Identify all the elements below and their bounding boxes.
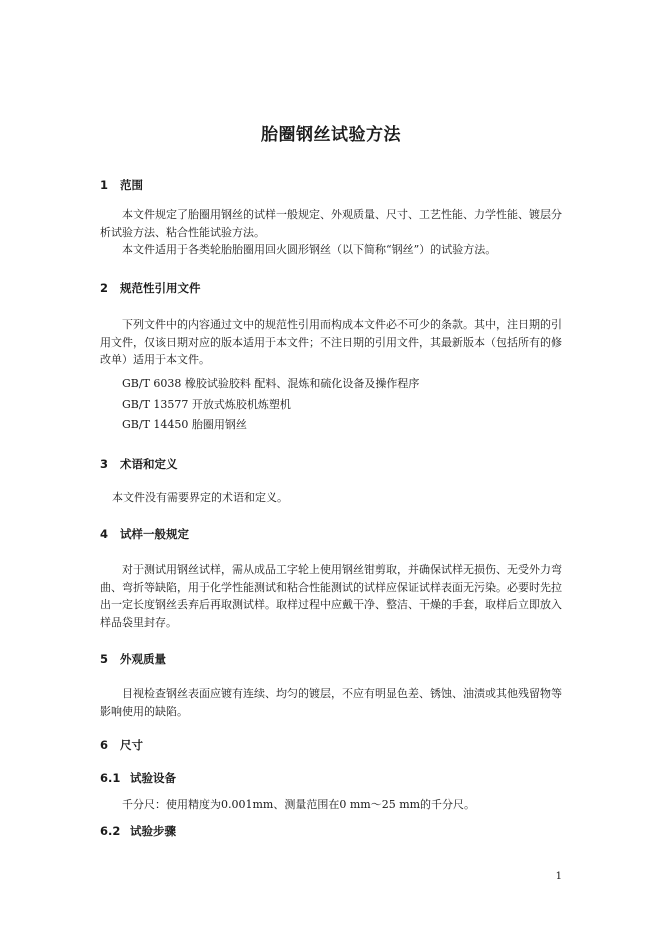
subsection-6-1-paragraph-1: 千分尺：使用精度为0.001mm、测量范围在0 mm～25 mm的千分尺。 [122,798,476,811]
section-5-heading [100,651,166,667]
subsection-number: 6.2 [100,824,121,838]
section-3-heading [100,456,178,472]
subsection-title: 试验步骤 [130,824,176,838]
section-number: 4 [100,527,109,541]
reference-item: GB/T 13577 开放式炼胶机炼塑机 [122,398,291,411]
section-number: 1 [100,178,109,192]
section-1-paragraph-2: 本文件适用于各类轮胎胎圈用回火圆形钢丝（以下简称“钢丝”）的试验方法。 [122,243,497,256]
section-title: 尺寸 [120,738,143,752]
reference-item: GB/T 14450 胎圈用钢丝 [122,418,247,431]
section-4-heading [100,526,189,542]
section-number: 2 [100,281,109,295]
section-2-paragraph-1: 下列文件中的内容通过文中的规范性引用而构成本文件必不可少的条款。其中，注日期的引用文件，仅该日期对应的版本适用于本文件；不注日期的引用文件，其最新版本（包括所有的修改单）适用于本文件。 [100,318,562,366]
section-2-heading [100,280,201,296]
section-number: 3 [100,457,109,471]
section-3-paragraph-1: 本文件没有需要界定的术语和定义。 [112,491,288,504]
document-title: 胎圈钢丝试验方法 [261,125,401,145]
section-title: 试样一般规定 [120,527,189,541]
section-6-heading [100,737,143,753]
section-number: 5 [100,652,109,666]
subsection-6-2-heading [100,823,176,839]
section-5-paragraph-1: 目视检查钢丝表面应镀有连续、均匀的镀层，不应有明显色差、锈蚀、油渍或其他残留物等影响使用的缺陷。 [100,687,562,718]
section-title: 术语和定义 [120,457,178,471]
subsection-title: 试验设备 [130,771,176,785]
section-title: 外观质量 [120,652,166,666]
section-1-heading [100,177,143,193]
section-4-paragraph-1: 对于测试用钢丝试样，需从成品工字轮上使用钢丝钳剪取，并确保试样无损伤、无受外力弯曲、弯折等缺陷，用于化学性能测试和粘合性能测试的试样应保证试样表面无污染。必要时先拉出一定长度钢丝丢弃后再取测试样。取样过程中应戴干净、整洁、干燥的手套，取样后立即放入样品袋里封存。 [100,563,562,629]
section-number: 6 [100,738,109,752]
page-number: 1 [555,871,562,882]
section-title: 规范性引用文件 [120,281,201,295]
section-title: 范围 [120,178,143,192]
reference-item: GB/T 6038 橡胶试验胶料 配料、混炼和硫化设备及操作程序 [122,377,420,390]
section-1-paragraph-1: 本文件规定了胎圈用钢丝的试样一般规定、外观质量、尺寸、工艺性能、力学性能、镀层分析试验方法、粘合性能试验方法。 [100,208,562,239]
subsection-number: 6.1 [100,771,121,785]
subsection-6-1-heading [100,770,176,786]
